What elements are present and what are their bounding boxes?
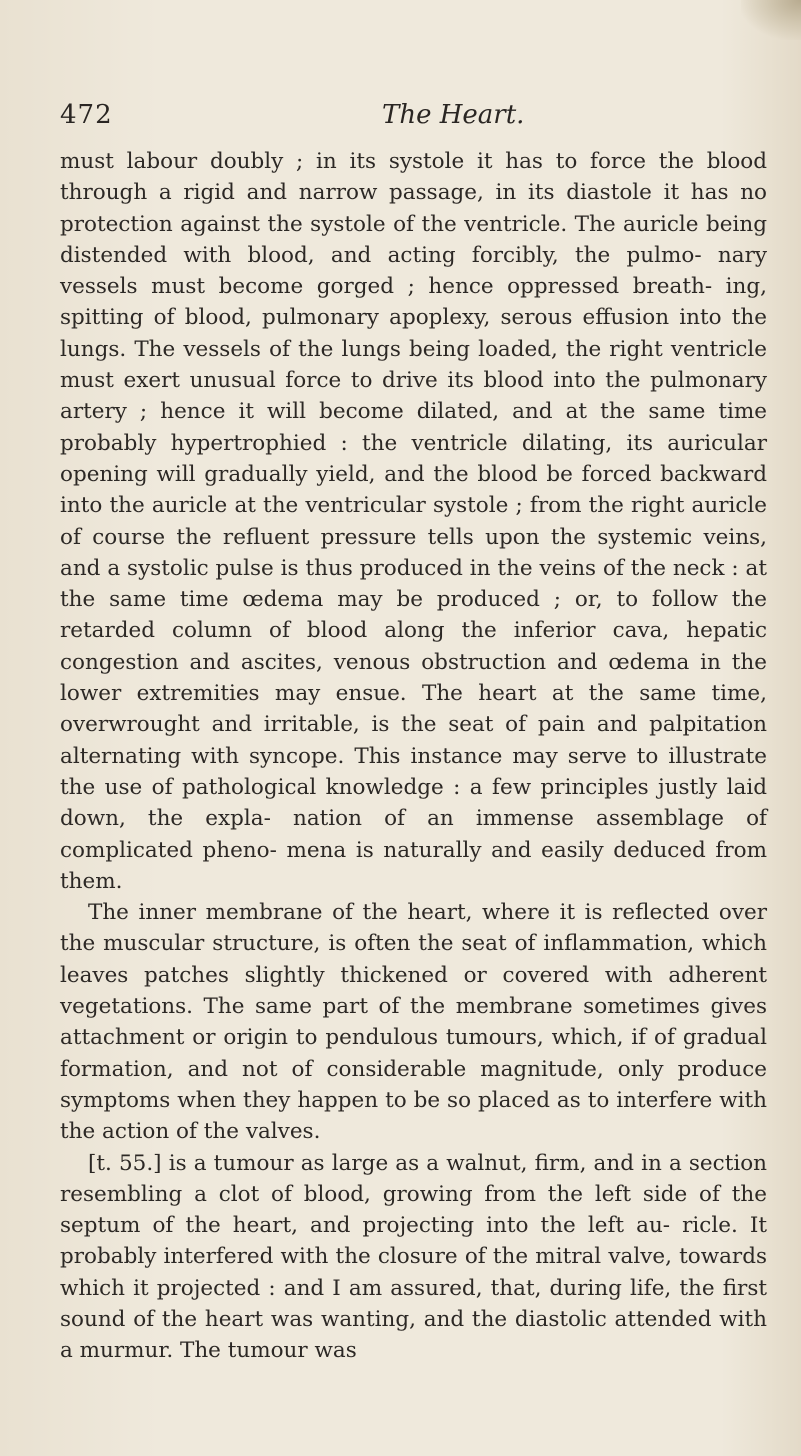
running-title: The Heart. bbox=[382, 100, 525, 130]
running-head bbox=[60, 100, 760, 140]
paragraph-1: must labour doubly ; in its systole it has to force the blood through a rigid and narrow passage, in its diastole it has no protection against the systole of the ventricle. The auricle being distended with blood, and acting forcibly, the pulmo- nary vessels must become gorged ; hence oppressed breath- ing, spitting of blood, pulmonary apoplexy, serous effusion into the lungs. The vessels of the lungs being loaded, the right ventricle must exert unusual force to drive its blood into the pulmonary artery ; hence it will become dilated, and at the same time probably hypertrophied : the ventricle dilating, its auricular opening will gradually yield, and the blood be forced backward into the auricle at the ventricular systole ; from the right auricle of course the refluent pressure tells upon the systemic veins, and a systolic pulse is thus produced in the veins of the neck : at the same time œdema may be produced ; or, to follow the retarded column of blood along the inferior cava, hepatic congestion and ascites, venous obstruction and œdema in the lower extremities may ensue. The heart at the same time, overwrought and irritable, is the seat of pain and palpitation alternating with syncope. This instance may serve to illustrate the use of pathological knowledge : a few principles justly laid down, the expla- nation of an immense assemblage of complicated pheno- mena is naturally and easily deduced from them. bbox=[60, 149, 767, 894]
page-number: 472 bbox=[60, 100, 113, 130]
paragraph-2: The inner membrane of the heart, where it is reflected over the muscular structure, is often the seat of inflammation, which leaves patches slightly thickened or covered with adherent vegetations. The same part of the membrane sometimes gives attachment or origin to pendulous tumours, which, if of gradual formation, and not of considerable magnitude, only produce symptoms when they happen to be so placed as to interfere with the action of the valves. bbox=[60, 900, 767, 1145]
page-corner-shadow bbox=[741, 0, 801, 40]
paragraph-3: [t. 55.] is a tumour as large as a walnut, firm, and in a section resembling a clot of blood, growing from the left side of the septum of the heart, and projecting into the left au- ricle. It probably interfered with the closure of the mitral valve, towards which it projected : and I am assured, that, during life, the first sound of the heart was wanting, and the diastolic attended with a murmur. The tumour was bbox=[60, 1150, 767, 1364]
body-text bbox=[60, 146, 767, 1367]
